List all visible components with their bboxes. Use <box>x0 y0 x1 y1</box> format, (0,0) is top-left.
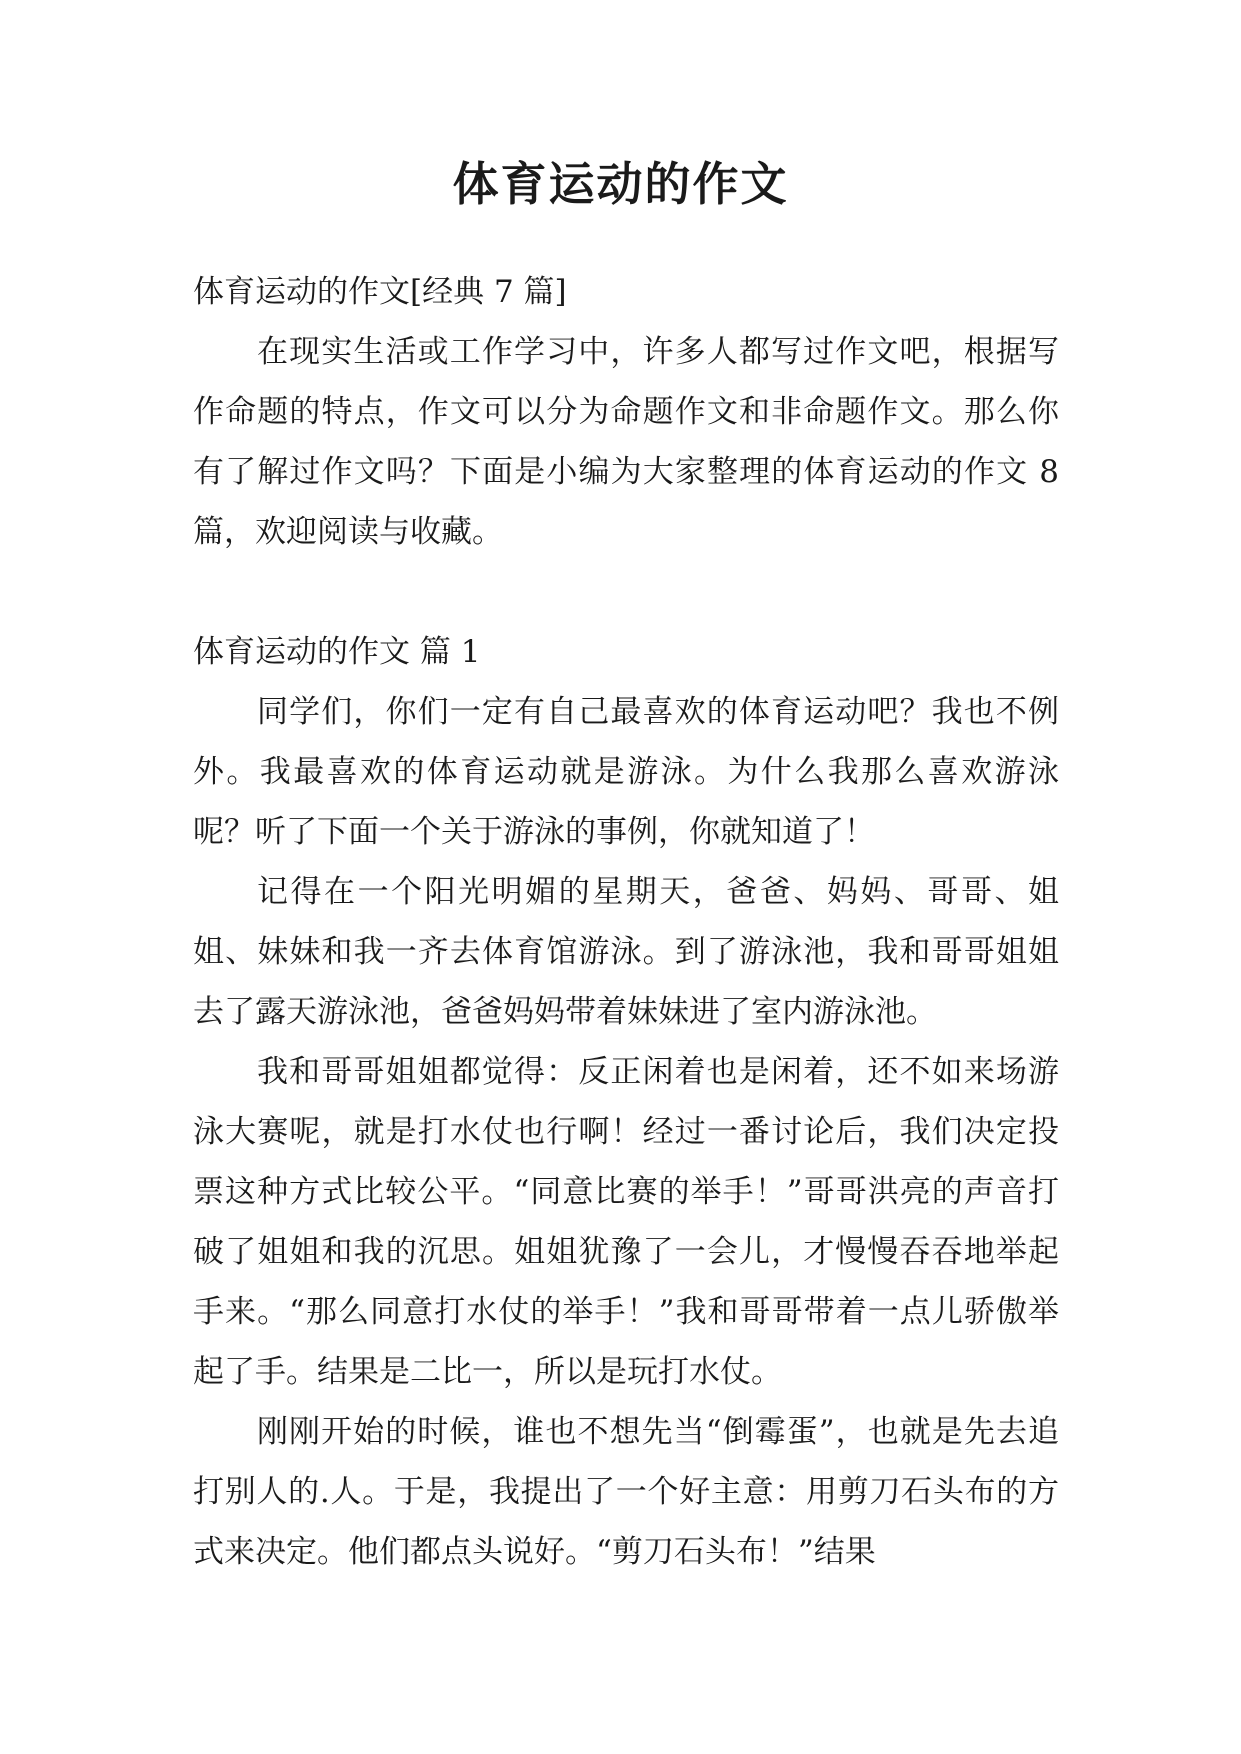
section-paragraph-4: 刚刚开始的时候，谁也不想先当“倒霉蛋”，也就是先去追打别人的.人。于是，我提出了一个好主意：用剪刀石头布的方式来决定。他们都点头说好。“剪刀石头布！”结果 <box>193 1414 1059 1570</box>
document-body <box>193 262 1059 1582</box>
section-paragraph-1: 同学们，你们一定有自己最喜欢的体育运动吧？我也不例外。我最喜欢的体育运动就是游泳。为什么我那么喜欢游泳呢？听了下面一个关于游泳的事例，你就知道了！ <box>193 694 1059 850</box>
intro-paragraph: 在现实生活或工作学习中，许多人都写过作文吧，根据写作命题的特点，作文可以分为命题作文和非命题作文。那么你有了解过作文吗？下面是小编为大家整理的体育运动的作文 8 篇，欢迎阅读与收藏。 <box>193 334 1059 550</box>
document-title: 体育运动的作文 <box>452 157 789 211</box>
section-paragraph-3: 我和哥哥姐姐都觉得：反正闲着也是闲着，还不如来场游泳大赛呢，就是打水仗也行啊！经过一番讨论后，我们决定投票这种方式比较公平。“同意比赛的举手！”哥哥洪亮的声音打破了姐姐和我的沉思。姐姐犹豫了一会儿，才慢慢吞吞地举起手来。“那么同意打水仗的举手！”我和哥哥带着一点儿骄傲举起了手。结果是二比一，所以是玩打水仗。 <box>193 1054 1059 1390</box>
document-subtitle: 体育运动的作文[经典 7 篇] <box>193 274 567 310</box>
section-heading: 体育运动的作文 篇 1 <box>193 634 481 670</box>
section-paragraph-2: 记得在一个阳光明媚的星期天，爸爸、妈妈、哥哥、姐姐、妹妹和我一齐去体育馆游泳。到了游泳池，我和哥哥姐姐去了露天游泳池，爸爸妈妈带着妹妹进了室内游泳池。 <box>193 874 1059 1030</box>
section-spacer <box>193 562 1059 622</box>
